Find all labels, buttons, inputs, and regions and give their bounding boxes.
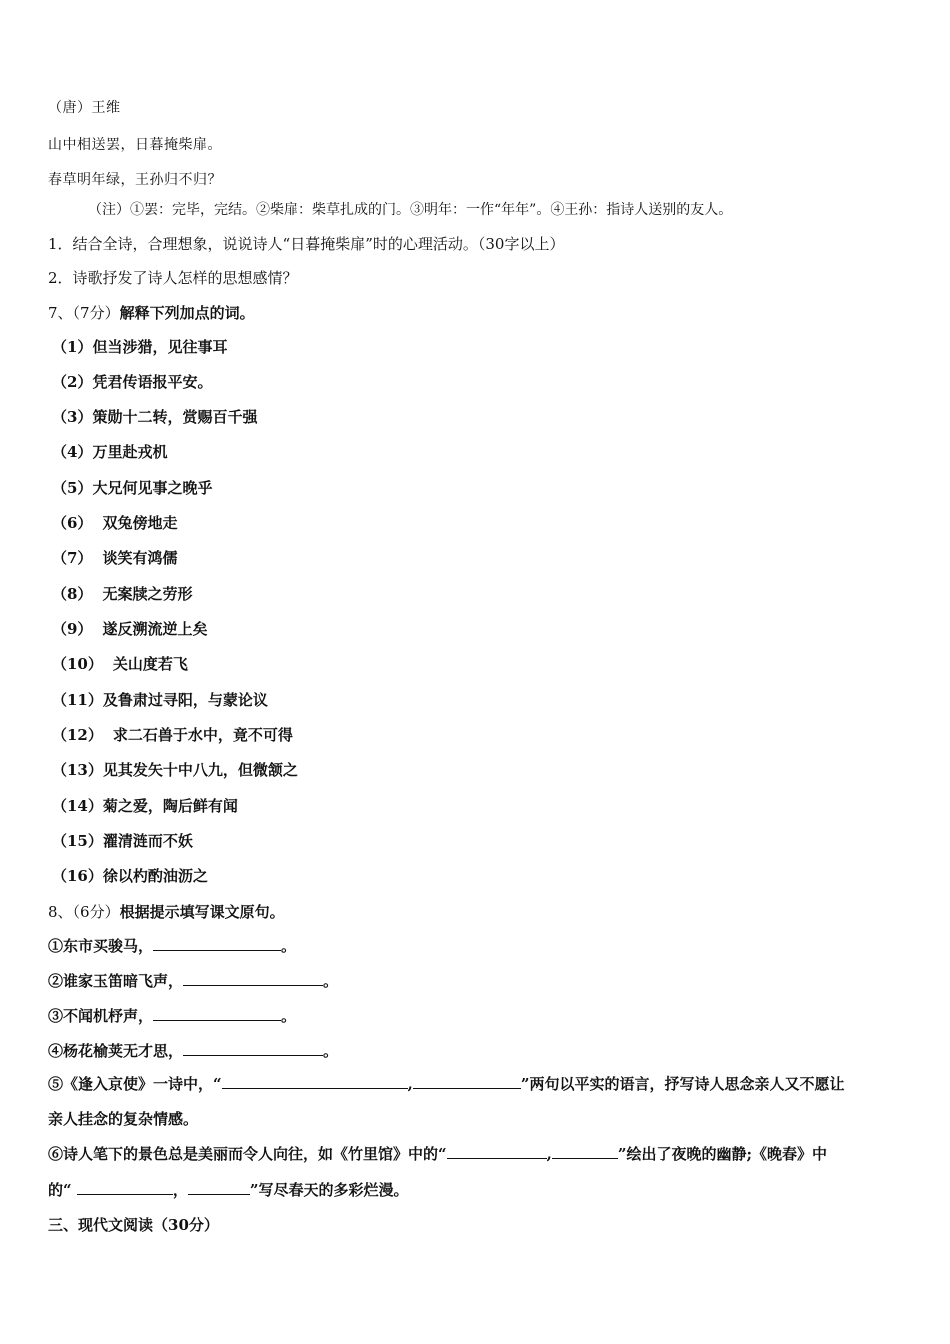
section-7-title: 解释下列加点的词。 bbox=[119, 304, 255, 322]
section-8-heading bbox=[48, 902, 285, 922]
section-8-prefix: 8、（6分） bbox=[48, 903, 120, 921]
fill-item-6-cont: 的“ ， ”写尽春天的多彩烂漫。 bbox=[48, 1181, 409, 1199]
fill-item-4: ④杨花榆荚无才思， 。 bbox=[48, 1042, 339, 1060]
section-3-heading: 三、现代文阅读（30分） bbox=[48, 1216, 219, 1234]
fill-item-6: ⑥诗人笔下的景色总是美丽而令人向往，如《竹里馆》中的“ , ”绘出了夜晚的幽静;《晚春》中 bbox=[48, 1145, 828, 1163]
fill-blank[interactable] bbox=[183, 971, 323, 986]
question-2: 2．诗歌抒发了诗人怎样的思想感情？ bbox=[48, 269, 298, 287]
fill-blank[interactable] bbox=[183, 1041, 323, 1056]
list-item: （8） 无案牍之劳形 bbox=[52, 585, 193, 603]
fill-blank[interactable] bbox=[188, 1180, 250, 1195]
fill-item-1: ①东市买骏马， 。 bbox=[48, 937, 297, 955]
fill-blank[interactable] bbox=[447, 1144, 547, 1159]
list-item: （7） 谈笑有鸿儒 bbox=[52, 549, 178, 567]
fill-blank[interactable] bbox=[153, 1006, 281, 1021]
list-item: （2）凭君传语报平安。 bbox=[52, 373, 213, 391]
poem-line-2: 春草明年绿，王孙归不归？ bbox=[48, 172, 222, 188]
fill-blank[interactable] bbox=[413, 1074, 521, 1089]
section-7-prefix: 7、（7分） bbox=[48, 304, 120, 322]
fill-item-3: ③不闻机杼声， 。 bbox=[48, 1007, 297, 1025]
list-item: （11）及鲁肃过寻阳，与蒙论议 bbox=[52, 691, 268, 709]
fill-blank[interactable] bbox=[222, 1074, 408, 1089]
list-item: （6） 双兔傍地走 bbox=[52, 514, 178, 532]
fill-blank[interactable] bbox=[552, 1144, 618, 1159]
list-item: （14）菊之爱，陶后鲜有闻 bbox=[52, 797, 238, 815]
fill-blank[interactable] bbox=[153, 936, 281, 951]
section-7-heading bbox=[48, 303, 255, 323]
list-item: （4）万里赴戎机 bbox=[52, 443, 168, 461]
poem-line-1: 山中相送罢，日暮掩柴扉。 bbox=[48, 137, 222, 153]
fill-item-5: ⑤《逢入京使》一诗中，“ , ”两句以平实的语言，抒写诗人思念亲人又不愿让 bbox=[48, 1075, 845, 1093]
list-item: （1）但当涉猎，见往事耳 bbox=[52, 338, 228, 356]
list-item: （12） 求二石兽于水中，竟不可得 bbox=[52, 726, 293, 744]
list-item: （10） 关山度若飞 bbox=[52, 655, 188, 673]
list-item: （9） 遂反溯流逆上矣 bbox=[52, 620, 208, 638]
fill-item-2: ②谁家玉笛暗飞声， 。 bbox=[48, 972, 339, 990]
list-item: （3）策勋十二转，赏赐百千强 bbox=[52, 408, 258, 426]
list-item: （16）徐以杓酌油沥之 bbox=[52, 867, 208, 885]
poem-note: （注）①罢：完毕，完结。②柴扉：柴草扎成的门。③明年：一作“年年”。④王孙：指诗人送别的友人。 bbox=[88, 202, 733, 218]
list-item: （13）见其发矢十中八九，但微颔之 bbox=[52, 761, 298, 779]
question-1: 1．结合全诗，合理想象，说说诗人“日暮掩柴扉”时的心理活动。（30字以上） bbox=[48, 235, 565, 253]
list-item: （15）濯清涟而不妖 bbox=[52, 832, 193, 850]
fill-blank[interactable] bbox=[77, 1180, 173, 1195]
poem-author: （唐）王维 bbox=[48, 100, 121, 116]
fill-item-5-cont: 亲人挂念的复杂情感。 bbox=[48, 1110, 199, 1128]
list-item: （5）大兄何见事之晚乎 bbox=[52, 479, 213, 497]
section-8-title: 根据提示填写课文原句。 bbox=[119, 903, 285, 921]
